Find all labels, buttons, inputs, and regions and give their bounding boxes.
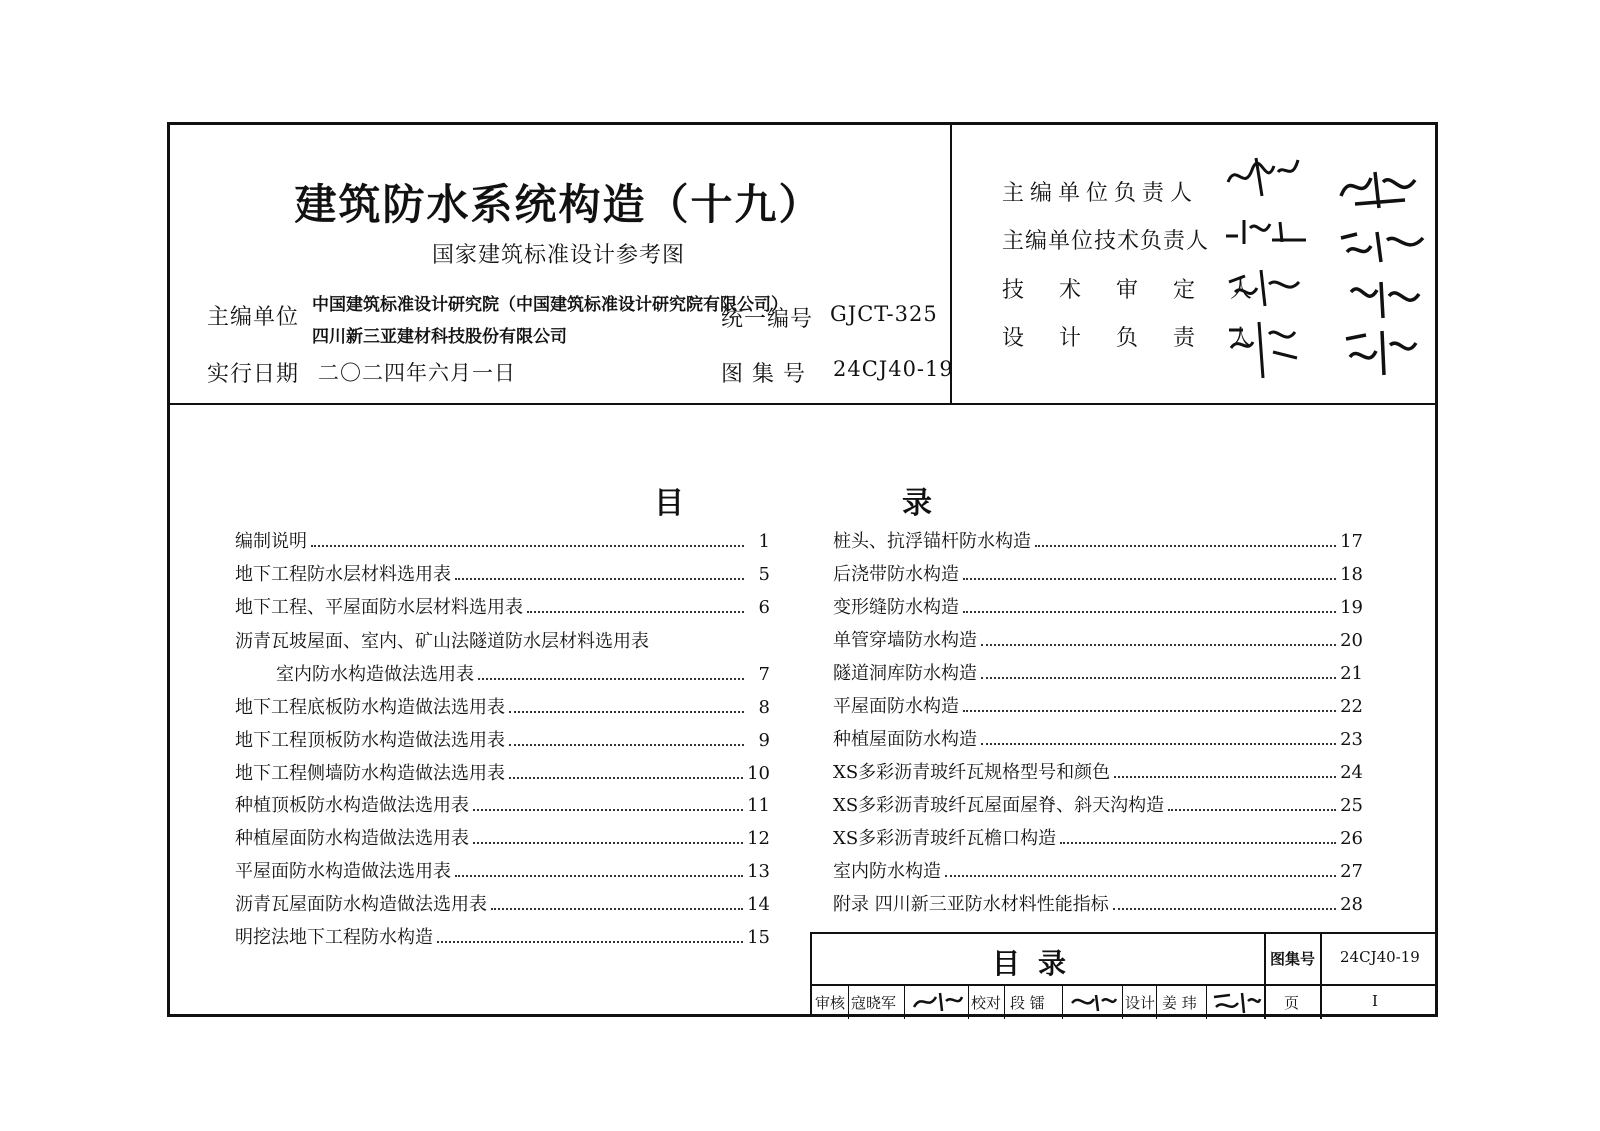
editor-org-2: 四川新三亚建材科技股份有限公司 xyxy=(312,327,567,347)
toc-left-item-3[interactable]: 地下工程、平屋面防水层材料选用表 6 xyxy=(235,597,770,618)
toc-right-item-11[interactable]: 室内防水构造 27 xyxy=(833,861,1363,882)
page-value: I xyxy=(1372,992,1378,1010)
toc-left-item-11[interactable]: 平屋面防水构造做法选用表 13 xyxy=(235,861,770,882)
resp-label-chief-unit: 主编单位负责人 xyxy=(1002,181,1199,206)
check-name: 段 镭 xyxy=(1010,994,1045,1012)
atlas-subtitle: 国家建筑标准设计参考图 xyxy=(431,243,685,268)
review-label: 审核 xyxy=(815,994,846,1012)
design-signature xyxy=(1210,989,1262,1015)
editor-label: 主编单位 xyxy=(207,305,300,330)
toc-left-item-2[interactable]: 地下工程防水层材料选用表 5 xyxy=(235,564,770,585)
resp-label-chief-tech: 主编单位技术负责人 xyxy=(1002,229,1210,254)
toc-heading-left: 目 xyxy=(654,486,684,521)
design-label: 设计 xyxy=(1125,994,1156,1012)
review-name: 寇晓军 xyxy=(851,994,897,1012)
toc-left-item-10[interactable]: 种植屋面防水构造做法选用表 12 xyxy=(235,828,770,849)
signature-6 xyxy=(1335,222,1430,267)
signature-7 xyxy=(1345,272,1425,322)
toc-left-item-7[interactable]: 地下工程顶板防水构造做法选用表 9 xyxy=(235,730,770,751)
title-block xyxy=(810,932,1438,1017)
toc-right-item-2[interactable]: 后浇带防水构造 18 xyxy=(833,564,1363,585)
check-signature xyxy=(1068,989,1118,1015)
signature-1 xyxy=(1222,152,1302,202)
toc-right-item-1[interactable]: 桩头、抗浮锚杆防水构造 17 xyxy=(833,531,1363,552)
toc-left-item-13[interactable]: 明挖法地下工程防水构造 15 xyxy=(235,927,770,948)
resp-label-tech-review: 技 术 审 定 人 xyxy=(1002,278,1266,303)
toc-right-item-5[interactable]: 隧道洞库防水构造 21 xyxy=(833,663,1363,684)
code-label: 统一编号 xyxy=(721,307,814,332)
page-label: 页 xyxy=(1284,994,1300,1012)
signature-8 xyxy=(1340,325,1420,380)
toc-right-item-4[interactable]: 单管穿墙防水构造 20 xyxy=(833,630,1363,651)
date-value: 二〇二四年六月一日 xyxy=(318,361,516,385)
code-value: GJCT-325 xyxy=(830,302,938,326)
toc-left-item-9[interactable]: 种植顶板防水构造做法选用表 11 xyxy=(235,795,770,816)
toc-right-item-6[interactable]: 平屋面防水构造 22 xyxy=(833,696,1363,717)
title-block-atlas-label: 图集号 xyxy=(1270,950,1316,968)
signature-2 xyxy=(1222,210,1312,250)
atlas-title: 建筑防水系统构造（十九） xyxy=(294,180,823,229)
toc-right-item-8[interactable]: XS多彩沥青玻纤瓦规格型号和颜色 24 xyxy=(833,762,1363,783)
toc-left-item-8[interactable]: 地下工程侧墙防水构造做法选用表 10 xyxy=(235,763,770,784)
toc-left-item-6[interactable]: 地下工程底板防水构造做法选用表 8 xyxy=(235,697,770,718)
atlas-number-label: 图 集 号 xyxy=(721,362,806,387)
date-label: 实行日期 xyxy=(207,362,300,387)
editor-org-1: 中国建筑标准设计研究院（中国建筑标准设计研究院有限公司） xyxy=(312,295,788,315)
toc-right-item-9[interactable]: XS多彩沥青玻纤瓦屋面屋脊、斜天沟构造 25 xyxy=(833,795,1363,816)
toc-left-item-1[interactable]: 编制说明 1 xyxy=(235,531,770,552)
toc-right-item-10[interactable]: XS多彩沥青玻纤瓦檐口构造 26 xyxy=(833,828,1363,849)
header-divider-horizontal xyxy=(167,403,1438,405)
toc-left-item-5[interactable]: 室内防水构造做法选用表 7 xyxy=(276,664,770,685)
signature-5 xyxy=(1335,160,1425,215)
toc-left-item-4-line[interactable]: 沥青瓦坡屋面、室内、矿山法隧道防水层材料选用表 xyxy=(235,631,649,652)
signature-4 xyxy=(1225,318,1305,382)
toc-right-item-12[interactable]: 附录 四川新三亚防水材料性能指标 28 xyxy=(833,894,1363,915)
toc-left-item-12[interactable]: 沥青瓦屋面防水构造做法选用表 14 xyxy=(235,894,770,915)
design-name: 姜 玮 xyxy=(1162,994,1197,1012)
review-signature xyxy=(910,989,964,1015)
toc-right-item-3[interactable]: 变形缝防水构造 19 xyxy=(833,597,1363,618)
resp-label-design: 设 计 负 责 人 xyxy=(1002,326,1266,351)
check-label: 校对 xyxy=(971,994,1002,1012)
title-block-title: 目录 xyxy=(991,947,1084,980)
toc-heading-right: 录 xyxy=(902,486,932,521)
signature-3 xyxy=(1225,262,1305,310)
title-block-atlas-value: 24CJ40-19 xyxy=(1340,948,1420,966)
toc-right-item-7[interactable]: 种植屋面防水构造 23 xyxy=(833,729,1363,750)
atlas-number-value: 24CJ40-19 xyxy=(833,357,954,381)
